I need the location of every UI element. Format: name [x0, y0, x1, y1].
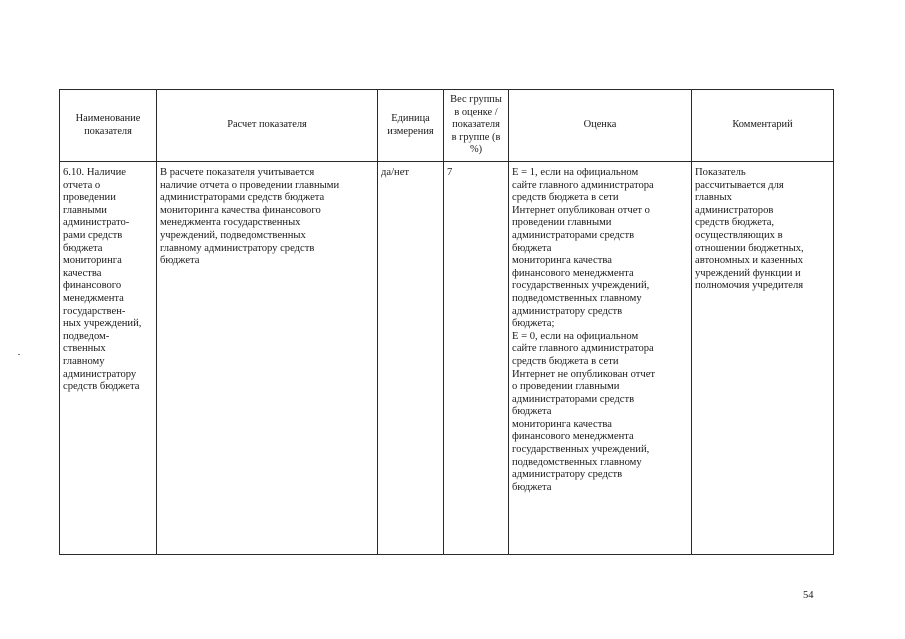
header-unit: Единица измерения — [378, 90, 444, 162]
cell-unit: да/нет — [378, 162, 444, 555]
header-comment: Комментарий — [692, 90, 834, 162]
cell-indicator-name: 6.10. Наличие отчета о проведении главными администрато- рами средств бюджета мониторинга качества финансового менеджмента государствен- ных учреждений, подведом- ственных главному администратору средств бюджета — [60, 162, 157, 555]
header-calculation: Расчет показателя — [157, 90, 378, 162]
scan-speck — [18, 354, 20, 355]
indicator-table — [59, 89, 834, 555]
header-row — [60, 90, 834, 162]
cell-weight: 7 — [444, 162, 509, 555]
table-row — [60, 162, 834, 555]
cell-evaluation: E = 1, если на официальном сайте главного администратора средств бюджета в сети Интернет опубликован отчет о проведении главными администраторами средств бюджета мониторинга качества финансового менеджмента государственных учреждений, подведомственных главному администратору средств бюджета; E = 0, если на официальном сайте главного администратора средств бюджета в сети Интернет не опубликован отчет о проведении главными администраторами средств бюджета мониторинга качества финансового менеджмента государственных учреждений, подведомственных главному администратору средств бюджета — [509, 162, 692, 555]
cell-comment: Показатель рассчитывается для главных администраторов средств бюджета, осуществляющих в отношении бюджетных, автономных и казенных учреждений функции и полномочия учредителя — [692, 162, 834, 555]
page-number: 54 — [803, 590, 814, 601]
header-evaluation: Оценка — [509, 90, 692, 162]
header-weight: Вес группы в оценке / показателя в группе (в %) — [444, 90, 509, 162]
header-name: Наименование показателя — [60, 90, 157, 162]
cell-calculation: В расчете показателя учитывается наличие отчета о проведении главными администраторами средств бюджета мониторинга качества финансового менеджмента государственных учреждений, подведомственных главному администратору средств бюджета — [157, 162, 378, 555]
